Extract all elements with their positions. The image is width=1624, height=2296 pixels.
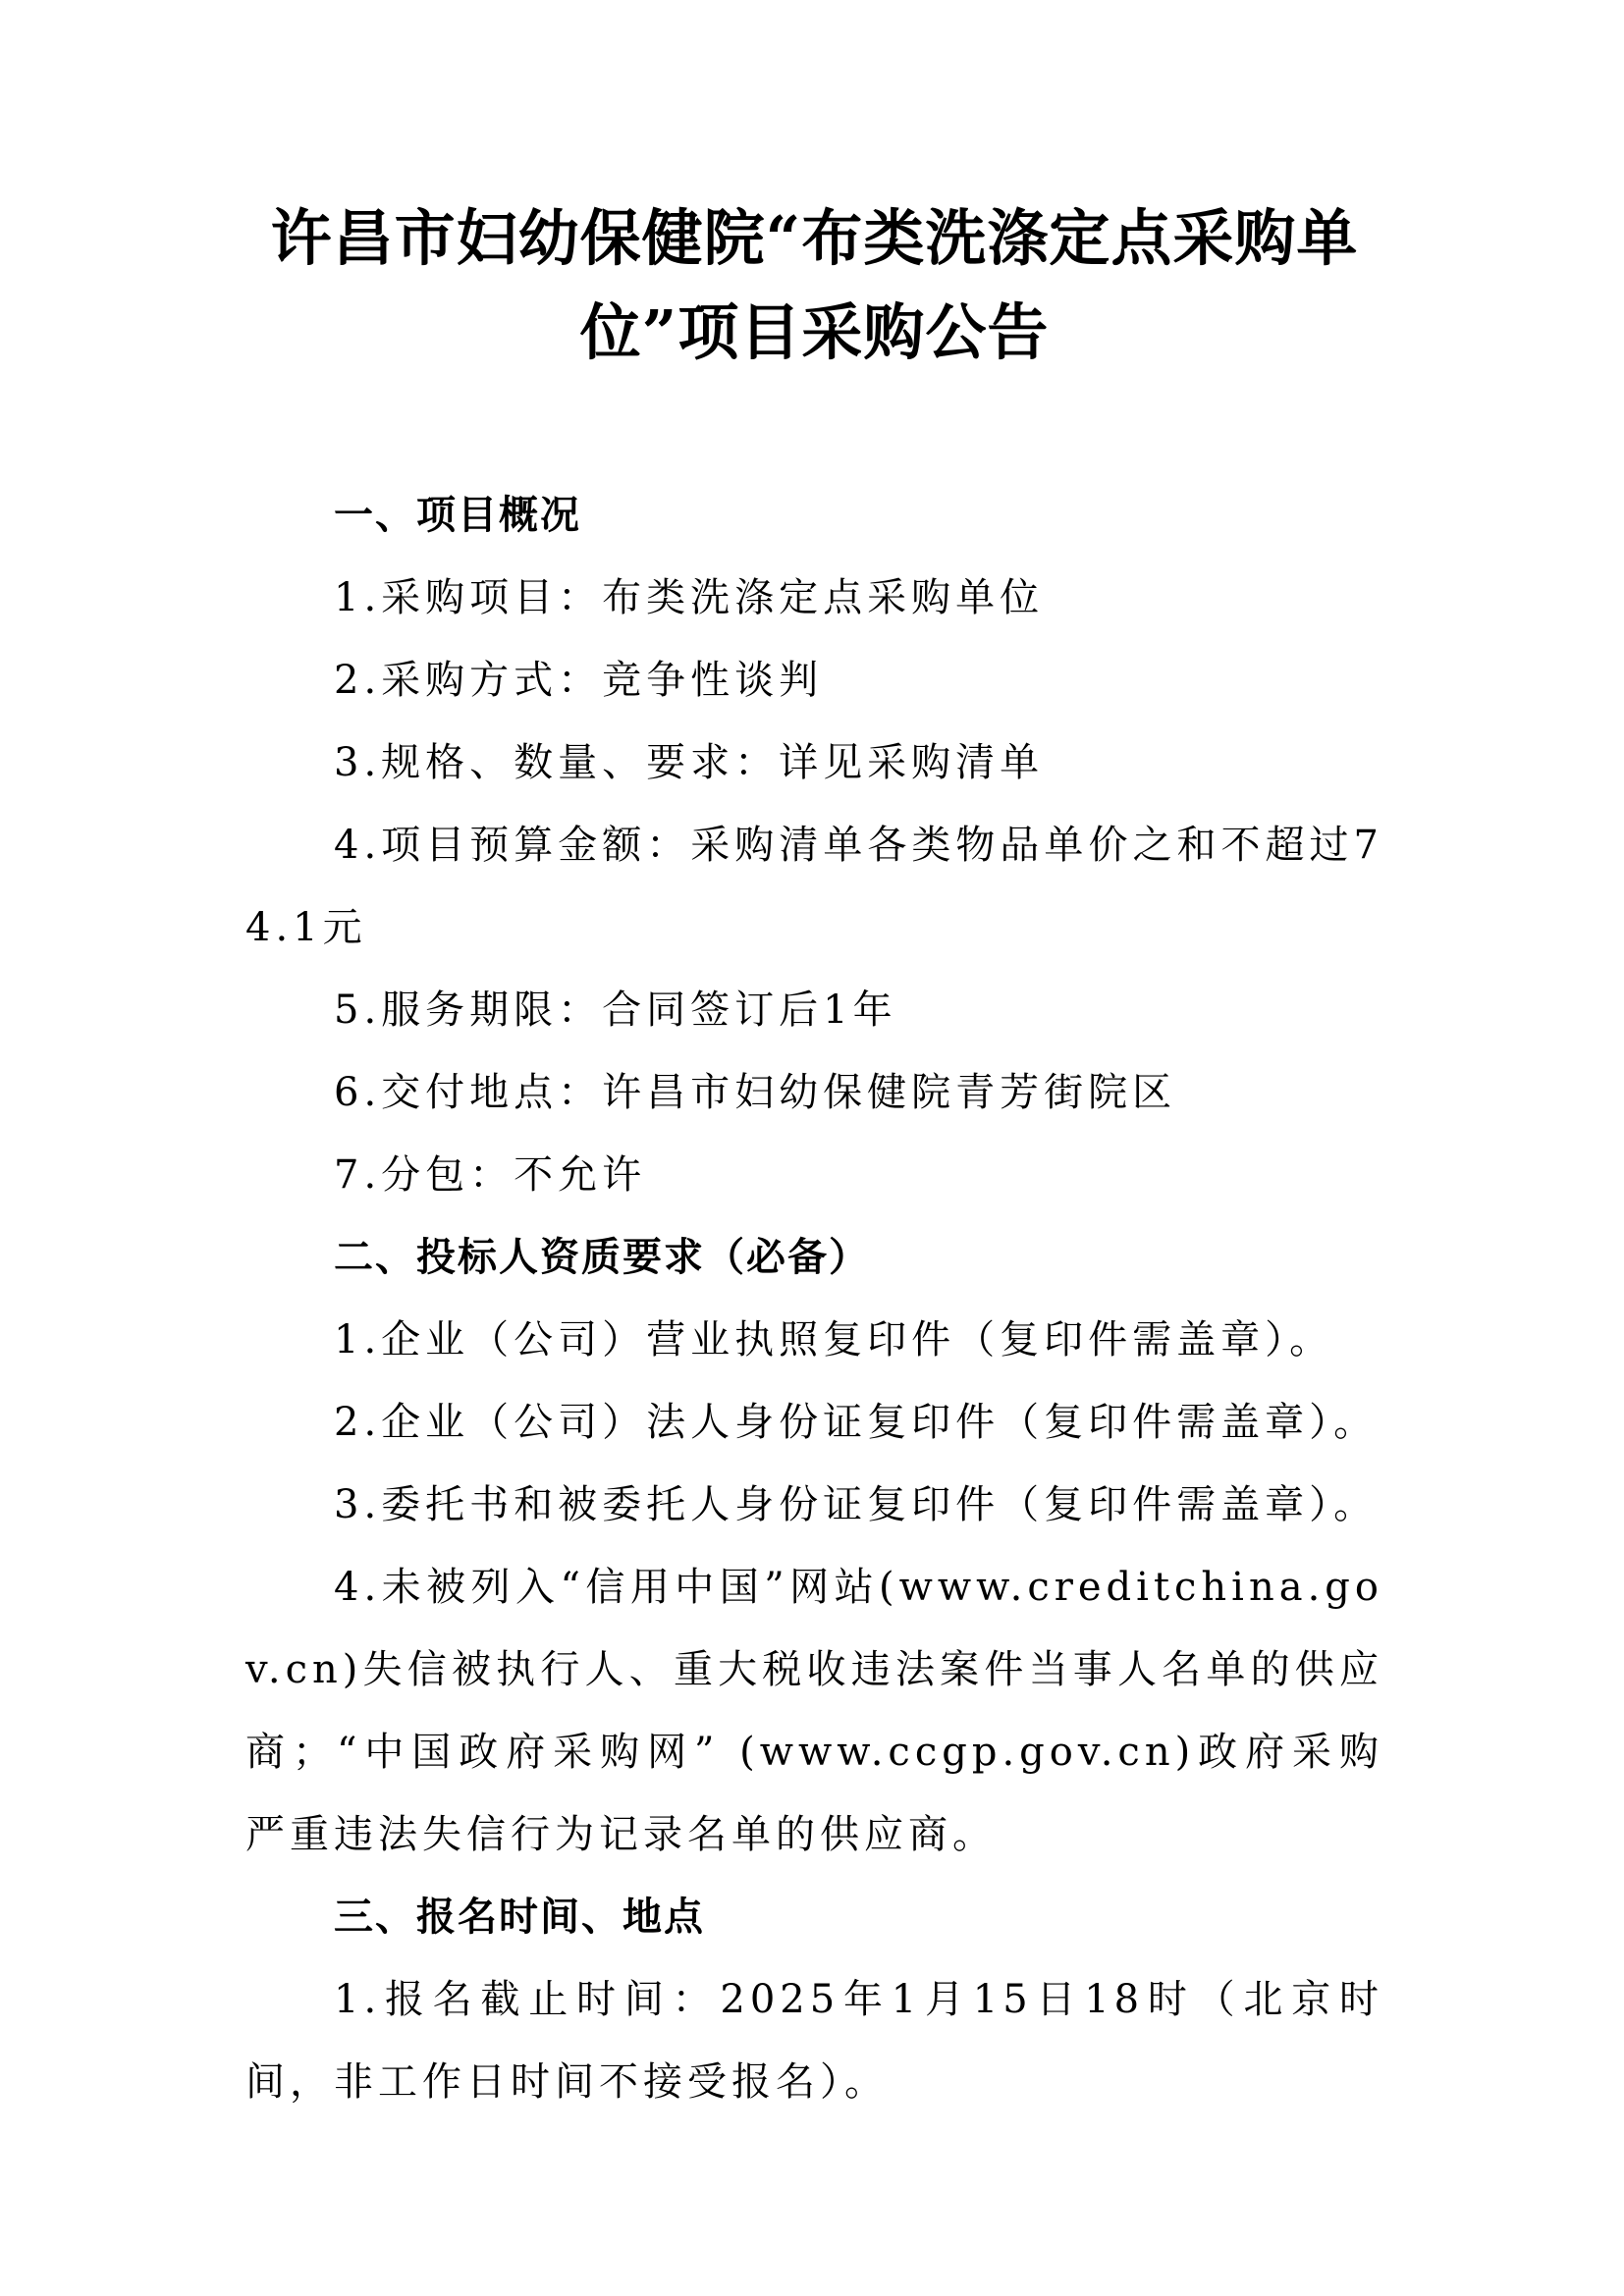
- item-legal-id: 2.企业（公司）法人身份证复印件（复印件需盖章）。: [334, 1400, 1379, 1445]
- section-bidder-qualifications: [245, 1216, 1383, 1876]
- item-term: 5.服务期限：合同签订后1年: [334, 988, 897, 1033]
- item-license: 1.企业（公司）营业执照复印件（复印件需盖章）。: [334, 1317, 1334, 1362]
- section-heading: 三、报名时间、地点: [334, 1895, 705, 1940]
- item-location: 6.交付地点：许昌市妇幼保健院青芳街院区: [334, 1070, 1177, 1115]
- title-line-1: 许昌市妇幼保健院“布类洗涤定点采购单: [270, 202, 1359, 274]
- section-project-overview: [245, 474, 1383, 1216]
- section-registration: [245, 1876, 1383, 2123]
- title-line-2: 位”项目采购公告: [579, 296, 1050, 368]
- item-credit-check: 4.未被列入“信用中国”网站(www.creditchina.gov.cn)失信被执行人、重大税收违法案件当事人名单的供应商；“中国政府采购网” (www.ccgp.gov.cn)政府采购严重违法失信行为记录名单的供应商。: [245, 1565, 1383, 1857]
- item-budget: 4.项目预算金额：采购清单各类物品单价之和不超过74.1元: [245, 823, 1383, 950]
- document-body: [245, 474, 1383, 2123]
- document-title: [245, 191, 1383, 380]
- item-subcontract: 7.分包：不允许: [334, 1152, 647, 1198]
- section-heading: 二、投标人资质要求（必备）: [334, 1235, 870, 1280]
- item-spec: 3.规格、数量、要求：详见采购清单: [334, 740, 1045, 785]
- item-authorization: 3.委托书和被委托人身份证复印件（复印件需盖章）。: [334, 1482, 1379, 1527]
- item-method: 2.采购方式：竞争性谈判: [334, 658, 824, 703]
- item-project: 1.采购项目：布类洗涤定点采购单位: [334, 575, 1045, 620]
- section-heading: 一、项目概况: [334, 493, 581, 538]
- item-deadline: 1.报名截止时间：2025年1月15日18时（北京时间，非工作日时间不接受报名）。: [245, 1977, 1383, 2105]
